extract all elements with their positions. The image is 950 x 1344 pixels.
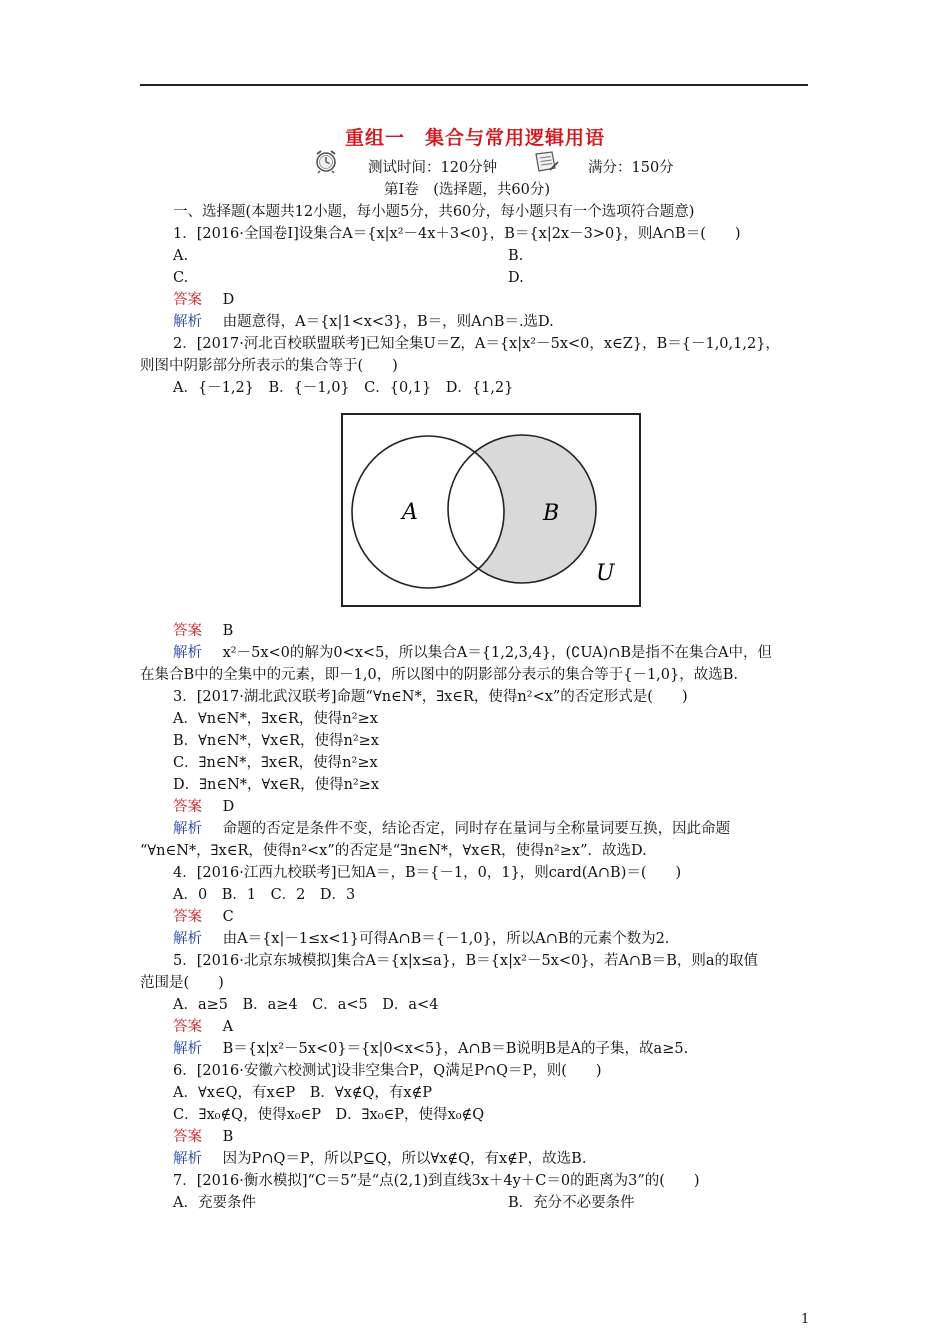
q5-stem-line1: 5．[2016·北京东城模拟]集合A＝{x|x≤a}，B＝{x|x²－5x<0}，若A∩B＝B，则a的取值 (173, 953, 759, 969)
q6-answer-row (173, 1127, 233, 1147)
q7-option-b: B．充分不必要条件 (508, 1195, 635, 1211)
q2-stem-line2: 则图中阴影部分所表示的集合等于( ) (140, 358, 398, 374)
q3-option-c: C．∃n∈N*，∃x∈R，使得n²≥x (173, 755, 378, 771)
answer-label: 答案 (173, 292, 202, 308)
q5-explanation-row (173, 1039, 688, 1059)
q3-explanation-line2: “∀n∈N*，∃x∈R，使得n²<x”的否定是“∃n∈N*，∀x∈R，使得n²≥x”．故选D. (140, 843, 647, 859)
q2-options: A．{－1,2} B．{－1,0} C．{0,1} D．{1,2} (173, 380, 514, 396)
q6-explanation-row (173, 1149, 586, 1169)
q3-option-a: A．∀n∈N*，∃x∈R，使得n²≥x (173, 711, 378, 727)
explanation-label: 解析 (173, 1151, 202, 1167)
set-a-label: A (402, 500, 418, 525)
full-score: 满分：150分 (588, 160, 674, 176)
q7-option-a: A．充要条件 (173, 1195, 256, 1211)
q6-answer: B (222, 1129, 234, 1145)
q1-explanation: 由题意得，A＝{x|1<x<3}，B＝，则A∩B＝.选D. (222, 314, 554, 330)
q1-answer-row (173, 290, 234, 310)
q3-explanation-row (173, 819, 730, 839)
q5-options: A．a≥5 B．a≥4 C．a<5 D．a<4 (173, 997, 439, 1013)
q6-stem: 6．[2016·安徽六校测试]设非空集合P，Q满足P∩Q＝P，则( ) (173, 1063, 602, 1079)
q1-option-a: A. (173, 248, 189, 264)
q1-answer: D (222, 292, 235, 308)
section-heading: 一、选择题(本题共12小题，每小题5分，共60分，每小题只有一个选项符合题意) (173, 204, 695, 220)
q5-explanation: B＝{x|x²－5x<0}＝{x|0<x<5}，A∩B＝B说明B是A的子集，故a≥5. (222, 1041, 689, 1057)
q3-answer: D (222, 799, 235, 815)
answer-label: 答案 (173, 623, 202, 639)
q2-explanation-row (173, 643, 772, 663)
q3-stem: 3．[2017·湖北武汉联考]命题“∀n∈N*，∃x∈R，使得n²<x”的否定形式是( ) (173, 689, 688, 705)
answer-label: 答案 (173, 1019, 202, 1035)
q3-explanation-line1: 命题的否定是条件不变，结论否定，同时存在量词与全称量词要互换，因此命题 (222, 821, 731, 837)
explanation-label: 解析 (173, 314, 202, 330)
universe-label: U (596, 561, 615, 586)
q2-explanation-line1: x²－5x<0的解为0<x<5，所以集合A＝{1,2,3,4}，(∁UA)∩B是指不在集合A中，但 (222, 645, 773, 661)
document-icon (532, 150, 560, 174)
q1-option-b: B. (508, 248, 524, 264)
explanation-label: 解析 (173, 931, 202, 947)
page-number: 1 (801, 1312, 810, 1327)
q4-options: A．0 B．1 C．2 D．3 (173, 887, 356, 903)
header-rule (140, 84, 808, 86)
q3-option-b: B．∀n∈N*，∀x∈R，使得n²≥x (173, 733, 379, 749)
q6-explanation: 因为P∩Q＝P，所以P⊆Q，所以∀x∉Q，有x∉P，故选B. (222, 1151, 587, 1167)
q1-explanation-row (173, 312, 554, 332)
q2-stem-line1: 2．[2017·河北百校联盟联考]已知全集U＝Z，A＝{x|x²－5x<0，x∈Z}，B＝{－1,0,1,2}， (173, 336, 780, 352)
q4-explanation-row (173, 929, 669, 949)
q3-answer-row (173, 797, 234, 817)
q1-option-c: C. (173, 270, 189, 286)
page-title: 重组一 集合与常用逻辑用语 (344, 127, 605, 149)
q2-answer: B (222, 623, 234, 639)
q6-options-line1: A．∀x∈Q，有x∈P B．∀x∉Q，有x∉P (173, 1085, 433, 1101)
volume-heading: 第Ⅰ卷 (选择题，共60分) (384, 182, 550, 198)
clock-icon (312, 148, 340, 174)
q1-option-d: D. (508, 270, 524, 286)
q2-answer-row (173, 621, 233, 641)
explanation-label: 解析 (173, 1041, 202, 1057)
q5-answer-row (173, 1017, 233, 1037)
q2-explanation-line2: 在集合B中的全集中的元素，即－1,0，所以图中的阴影部分表示的集合等于{－1,0}，故选B. (140, 667, 738, 683)
q4-stem: 4．[2016·江西九校联考]已知A＝，B＝{－1，0，1}，则card(A∩B)＝( ) (173, 865, 682, 881)
answer-label: 答案 (173, 909, 202, 925)
set-b-label: B (543, 501, 560, 526)
q5-stem-line2: 范围是( ) (140, 975, 224, 991)
q4-explanation: 由A＝{x|－1≤x<1}可得A∩B＝{－1,0}，所以A∩B的元素个数为2. (222, 931, 670, 947)
venn-diagram (340, 412, 642, 608)
q1-stem: 1．[2016·全国卷Ⅰ]设集合A＝{x|x²－4x＋3<0}，B＝{x|2x－3>0}，则A∩B＝( ) (173, 226, 741, 242)
answer-label: 答案 (173, 799, 202, 815)
q4-answer-row (173, 907, 234, 927)
q4-answer: C (222, 909, 234, 925)
explanation-label: 解析 (173, 821, 202, 837)
q5-answer: A (222, 1019, 234, 1035)
q6-options-line2: C．∃x₀∉Q，使得x₀∈P D．∃x₀∈P，使得x₀∉Q (173, 1107, 485, 1123)
test-time: 测试时间：120分钟 (368, 160, 498, 176)
answer-label: 答案 (173, 1129, 202, 1145)
explanation-label: 解析 (173, 645, 202, 661)
q3-option-d: D．∃n∈N*，∀x∈R，使得n²≥x (173, 777, 380, 793)
q7-stem: 7．[2016·衡水模拟]“C＝5”是“点(2,1)到直线3x＋4y＋C＝0的距离为3”的( ) (173, 1173, 700, 1189)
